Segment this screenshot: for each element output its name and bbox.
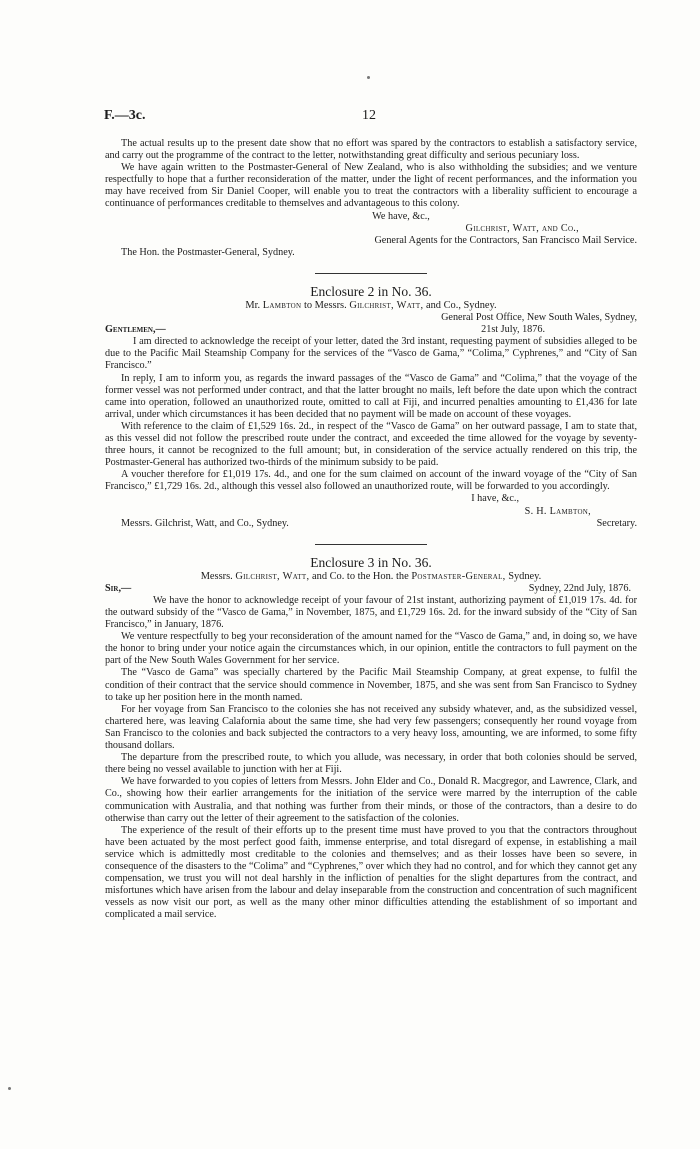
salutation-row xyxy=(105,324,637,336)
paragraph: A voucher therefore for £1,019 17s. 4d., and one for the sum claimed on account of the inward voyage of the “City of San Francisco,” £1,729 16s. 2d., although this vessel also followed an unauthorized route, will be forwarded to you accordingly. xyxy=(105,469,637,493)
signature-title: Secretary. xyxy=(596,517,637,529)
enclosure-subtitle: Messrs. Gilchrist, Watt, and Co. to the Hon. the Postmaster-General, Sydney. xyxy=(200,570,542,582)
paragraph: The actual results up to the present date show that no effort was spared by the contractors to establish a satisfactory service, and carry out the programme of the contract to the letter, notwithstanding great difficulty and serious pecuniary loss. xyxy=(105,138,637,162)
signature: Gilchrist, Watt, and Co., xyxy=(465,222,579,234)
paragraph: The experience of the result of their efforts up to the present time must have proved to you that the contractors throughout have been actuated by the most perfect good faith, immense enterprise, and total disregard of expense, in establishing a mail service which is admittedly most creditable to the colonies and themselves; and as their losses have been so severe, in consequence of the disasters to the “Colima” and “Cyphrenes,” over which they had no control, and for which they cannot get any compensation, we trust you will not deal harshly in the infliction of penalties for the slight departures from the contract, and misfortunes which have arisen from the labour and delay inseparable from the construction and concentration of such magnificent vessels as now visit our port, as well as the many other minor difficulties attending the establishment of so important and complicated a mail service. xyxy=(105,824,637,921)
paragraph: We have again written to the Postmaster-General of New Zealand, who is also withholding the subsidies; and we venture respectfully to hope that a further reconsideration of the matter, under the light of recent performances, and the information you may have received from Sir Daniel Cooper, will enable you to treat the contractors with a liberality sufficient to encourage a continuance of performances creditable to themselves and advantageous to this colony. xyxy=(105,162,637,210)
paragraph: For her voyage from San Francisco to the colonies she has not received any subsidy whatever, and, as the subsidized vessel, chartered here, was leaving Calafornia about the same time, she had very few passengers; consequently her round voyage from San Francisco to the colonies and back subjected the contractors to a very heavy loss, amounting, we are informed, to some fifty thousand dollars. xyxy=(105,703,637,752)
signature: S. H. Lambton, xyxy=(524,505,591,517)
enclosure-title: Enclosure 2 in No. 36. xyxy=(310,283,432,299)
enclosure-title: Enclosure 3 in No. 36. xyxy=(310,554,432,570)
paragraph: I am directed to acknowledge the receipt of your letter, dated the 3rd instant, requesting payment of subsidies alleged to be due to the Pacific Mail Steamship Company for the services of the “Vasco de Gama,” “Colima,” Cyphrenes,” and “City of San Francisco.” xyxy=(105,336,637,372)
signature-title: General Agents for the Contractors, San Francisco Mail Service. xyxy=(374,234,637,246)
salutation: Sir,— xyxy=(105,582,132,594)
paragraph: The “Vasco de Gama” was specially chartered by the Pacific Mail Steamship Company, at great expense, to fulfil the condition of their contract that the service should commence in November, 1875, and she was sent from San Francisco to Sydney to take up her position here in the month named. xyxy=(105,667,637,703)
paragraph: In reply, I am to inform you, as regards the inward passages of the “Vasco de Gama” and “Colima,” that the voyage of the former vessel was not performed under contract, and that the latter brought no mails, left before the date upon which the contract came into operation, followed an unauthorized route, omitted to call at Fiji, and incurred penalties amounting to £1,436 for late arrival, under which circumstances it has been decided that no payment will be made on account of these voyages. xyxy=(105,372,637,420)
document-reference: F.—3c. xyxy=(104,108,146,123)
signoff-row xyxy=(105,518,637,530)
section-divider xyxy=(315,273,427,274)
paragraph: We have the honor to acknowledge receipt of your favour of 21st instant, authorizing payment of £1,019 17s. 4d. for the outward subsidy of the “Vasco de Gama,” in November, 1875, and £1,729 16s. 2d. for the inward subsidy of the “City of San Francisco,” in January, 1876. xyxy=(105,594,637,631)
paragraph: With reference to the claim of £1,529 16s. 2d., in respect of the “Vasco de Gama” on her outward passage, I am to state that, as this vessel did not follow the prescribed route under the contract, and exceeded the time allowed for the voyage by seventy-three hours, it cannot be recognized to the full amount; but, in consideration of the service actually rendered on this trip, the Postmaster-General has authorized two-thirds of the minimum subsidy to be paid. xyxy=(105,420,637,469)
paragraph: The departure from the prescribed route, to which you allude, was necessary, in order that both colonies should be served, there being no vessel available to junction with her at Fiji. xyxy=(105,752,637,776)
closing: We have, &c., xyxy=(372,210,430,222)
letter-date: Sydney, 22nd July, 1876. xyxy=(528,582,631,594)
page-speck xyxy=(367,76,370,79)
enclosure-subtitle: Mr. Lambton to Messrs. Gilchrist, Watt, and Co., Sydney. xyxy=(245,299,497,311)
addressee: Messrs. Gilchrist, Watt, and Co., Sydney. xyxy=(121,517,289,529)
page-speck xyxy=(8,1087,11,1090)
paragraph: We have forwarded to you copies of letters from Messrs. John Elder and Co., Donald R. Macgregor, and Lawrence, Clark, and Co., showing how their earlier arrangements for the initiation of the service were marred by the interruption of the cable communication with Australia, and that nothing was further from their minds, or those of the contractors, than a desire to do otherwise than carry out the letter of their agreement to the satisfaction of the colonies. xyxy=(105,776,637,824)
closing: I have, &c., xyxy=(471,493,519,505)
salutation: Gentlemen,— xyxy=(105,324,166,336)
salutation-row xyxy=(105,583,637,595)
letter-continuation xyxy=(105,138,637,921)
page-header xyxy=(104,108,644,128)
paragraph: We venture respectfully to beg your reconsideration of the amount named for the “Vasco de Gama,” and, in doing so, we have the honor to bring under your notice again the circumstances which, in our opinion, entitle the contractors to full payment on the part of the New South Wales Government for her service. xyxy=(105,631,637,667)
letter-origin: General Post Office, New South Wales, Sydney, xyxy=(441,312,637,324)
page-number: 12 xyxy=(362,108,376,123)
letter-date: 21st July, 1876. xyxy=(481,324,545,336)
addressee: The Hon. the Postmaster-General, Sydney. xyxy=(121,246,295,258)
section-divider xyxy=(315,544,427,545)
